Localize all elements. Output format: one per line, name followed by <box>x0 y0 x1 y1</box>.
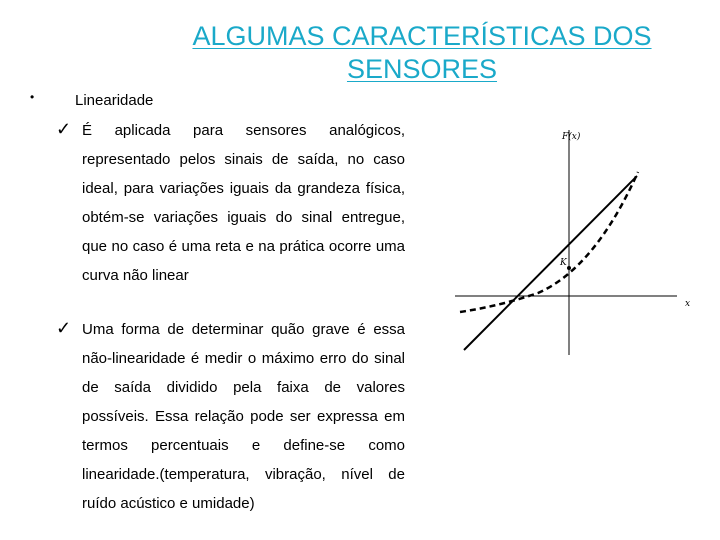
paragraph-1 <box>82 116 405 290</box>
intercept-label: K <box>560 258 567 268</box>
check-icon: ✓ <box>56 318 72 338</box>
bullet-heading: Linearidade <box>75 92 154 109</box>
paragraph-1-body: representado pelos sinais de saída, no caso ideal, para variações iguais da grandeza física, obtém-se variações iguais do sinal entregue, que no caso é uma reta e na prática ocorre uma curva não linear <box>82 151 405 284</box>
ideal-line <box>464 176 637 350</box>
slide-title: ALGUMAS CARACTERÍSTICAS DOS SENSORES <box>192 21 652 84</box>
paragraph-1-lead: É aplicada para sensores analógicos, <box>82 122 405 139</box>
bullet-point: • <box>30 90 35 104</box>
paragraph-2: Uma forma de determinar quão grave é essa não-linearidade é medir o máximo erro do sinal de saída dividido pela faixa de valores possíveis. Essa relação pode ser expressa em termos percentuais e define-se como linearidade.(temperatura, vibração, nível de ruído acústico e umidade) <box>82 321 405 512</box>
check-icon: ✓ <box>56 119 72 139</box>
nonlinear-curve <box>460 172 638 312</box>
x-axis-label: x <box>685 299 691 309</box>
intercept-point <box>567 266 571 270</box>
linearity-graph <box>455 120 695 360</box>
y-axis-label: F(x) <box>562 132 581 142</box>
